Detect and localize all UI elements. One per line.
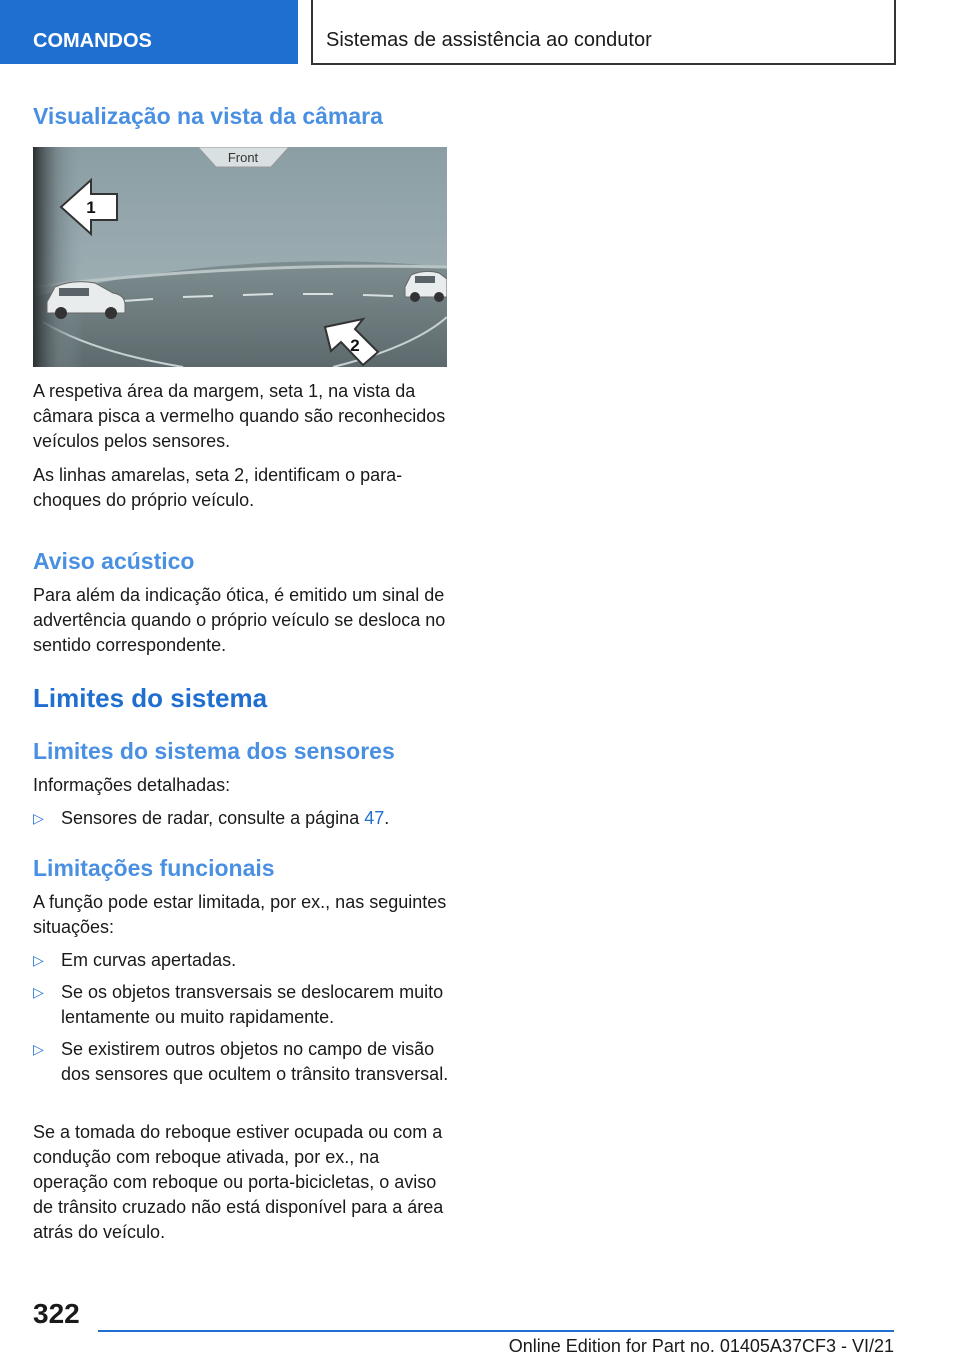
- limitations-intro: A função pode estar limitada, por ex., nas seguintes situações:: [33, 892, 447, 937]
- heading-system-limits: Limites do sistema: [33, 683, 268, 713]
- edition-text: Online Edition for Part no. 01405A37CF3 - VI/21: [508, 1336, 894, 1356]
- heading-camera-view: Visualização na vista da câmara: [33, 103, 383, 129]
- page-number: 322: [33, 1298, 80, 1329]
- car-right: [405, 271, 447, 302]
- arrow-2-label: 2: [350, 336, 360, 355]
- arrow-1-label: 1: [86, 198, 96, 217]
- camera-paragraph-2: As linhas amarelas, seta 2, identificam o para-choques do próprio veículo.: [33, 465, 403, 510]
- sensor-limits-intro: Informações detalhadas:: [33, 775, 231, 795]
- front-label: Front: [227, 150, 259, 165]
- heading-sensor-limits: Limites do sistema dos sensores: [33, 738, 395, 764]
- triangle-right-icon: ▷: [33, 984, 44, 1000]
- heading-acoustic-warning: Aviso acústico: [33, 548, 195, 574]
- camera-paragraph-1: A respetiva área da margem, seta 1, na vista da câmara pisca a vermelho quando são reconhecidos veículos pelos sensores.: [33, 381, 446, 451]
- bullet-text: Em curvas apertadas.: [61, 950, 237, 970]
- camera-view-illustration: [33, 147, 447, 367]
- triangle-right-icon: ▷: [33, 1041, 44, 1057]
- bullet-text: Se existirem outros objetos no campo de visão dos sensores que ocultem o trânsito transversal.: [61, 1039, 449, 1084]
- section-tab: COMANDOS: [0, 0, 298, 64]
- camera-view-figure: [33, 147, 447, 367]
- footer-divider: [98, 1330, 894, 1332]
- final-paragraph: Se a tomada do reboque estiver ocupada ou com a condução com reboque ativada, por ex., na operação com reboque ou porta-bicicletas, o aviso de trânsito cruzado não está disponível para a área atrás do veículo.: [33, 1122, 444, 1242]
- page-link[interactable]: 47: [364, 808, 385, 828]
- triangle-right-icon: ▷: [33, 952, 44, 968]
- heading-functional-limitations: Limitações funcionais: [33, 855, 275, 881]
- triangle-right-icon: ▷: [33, 810, 44, 826]
- acoustic-warning-paragraph: Para além da indicação ótica, é emitido um sinal de advertência quando o próprio veículo se desloca no sentido correspondente.: [33, 585, 446, 655]
- bullet-text: Se os objetos transversais se deslocarem muito lentamente ou muito rapidamente.: [61, 982, 444, 1027]
- bullet-text: Sensores de radar, consulte a página: [61, 808, 365, 828]
- chapter-title: Sistemas de assistência ao condutor: [326, 29, 652, 51]
